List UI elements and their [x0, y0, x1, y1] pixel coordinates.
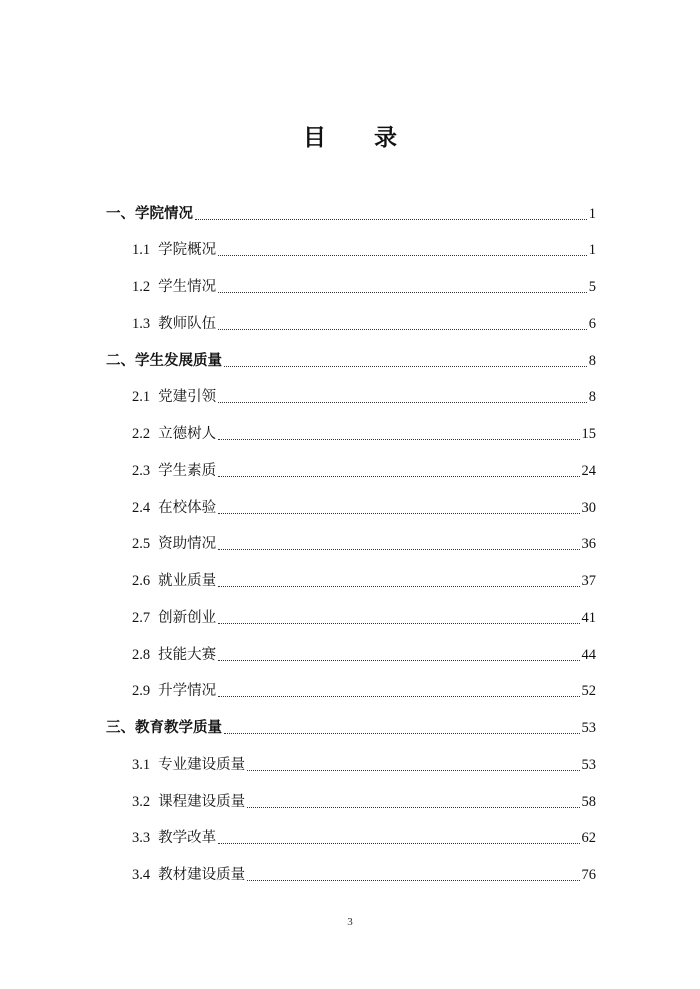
toc-entry-number: 三、	[106, 720, 135, 736]
toc-entry-label: 升学情况	[158, 683, 217, 700]
toc-entry-label: 技能大赛	[158, 646, 217, 663]
toc-dot-leader	[218, 401, 587, 403]
toc-entry-page-number: 62	[581, 830, 596, 847]
toc-entry-number: 2.2	[132, 426, 151, 442]
toc-entry-label: 创新创业	[158, 609, 217, 626]
toc-entry-page-number: 53	[581, 756, 596, 773]
toc-dot-leader	[224, 732, 580, 734]
toc-chapter-entry	[106, 710, 596, 747]
toc-entry-label: 专业建设质量	[158, 756, 246, 773]
toc-chapter-entry	[106, 195, 596, 232]
toc-entry-label: 学生情况	[158, 279, 217, 295]
toc-entry-page-number: 24	[581, 462, 596, 479]
toc-dot-leader	[247, 806, 579, 808]
toc-entry-number: 2.1	[132, 389, 151, 406]
toc-entry-page-number: 58	[581, 793, 596, 810]
toc-dot-leader	[218, 695, 579, 697]
toc-section-entry	[132, 563, 596, 600]
toc-section-entry	[132, 416, 596, 453]
toc-entry-label: 学院情况	[135, 205, 193, 222]
toc-dot-leader	[218, 291, 587, 293]
toc-entry-number: 3.1	[132, 756, 151, 773]
toc-entry-page-number: 36	[581, 536, 596, 553]
toc-entry-number: 2.7	[132, 609, 151, 626]
toc-entry-label: 学生发展质量	[135, 352, 222, 369]
toc-dot-leader	[218, 254, 587, 256]
toc-entry-number: 1.2	[132, 279, 151, 295]
toc-entry-page-number: 1	[588, 242, 596, 259]
toc-section-entry	[132, 673, 596, 710]
toc-dot-leader	[218, 512, 579, 514]
page-number: 3	[347, 916, 353, 928]
toc-dot-leader	[218, 475, 579, 477]
toc-entry-page-number: 5	[588, 279, 596, 295]
toc-entry-page-number: 76	[581, 867, 596, 883]
toc-section-entry	[132, 526, 596, 563]
toc-section-entry	[132, 857, 596, 894]
toc-dot-leader	[195, 218, 587, 220]
toc-entry-page-number: 44	[581, 646, 596, 663]
toc-entry-label: 就业质量	[158, 573, 217, 589]
toc-dot-leader	[218, 548, 579, 550]
toc-entry-label: 课程建设质量	[158, 793, 246, 810]
toc-entry-number: 二、	[106, 352, 135, 369]
toc-dot-leader	[224, 365, 587, 367]
toc-section-entry	[132, 305, 596, 342]
toc-entry-page-number: 52	[581, 683, 596, 700]
toc-entry-page-number: 6	[588, 315, 596, 332]
toc-section-entry	[132, 820, 596, 857]
toc-entry-page-number: 30	[581, 499, 596, 516]
toc-section-entry	[132, 636, 596, 673]
toc-entry-page-number: 8	[588, 352, 596, 369]
toc-entry-label: 党建引领	[158, 389, 217, 406]
toc-section-entry	[132, 269, 596, 306]
toc-dot-leader	[218, 585, 579, 587]
toc-dot-leader	[218, 842, 579, 844]
toc-entry-number: 2.5	[132, 536, 151, 553]
toc-entry-page-number: 1	[588, 205, 596, 222]
toc-section-entry	[132, 232, 596, 269]
toc-entry-number: 一、	[106, 205, 135, 222]
toc-section-entry	[132, 746, 596, 783]
toc-entry-number: 2.6	[132, 573, 151, 589]
toc-dot-leader	[218, 659, 579, 661]
toc-dot-leader	[247, 879, 579, 881]
toc-dot-leader	[218, 622, 579, 624]
toc-entry-number: 1.3	[132, 315, 151, 332]
toc-section-entry	[132, 783, 596, 820]
page-title: 目 录	[302, 125, 417, 151]
toc-entry-label: 教学改革	[158, 830, 217, 847]
toc-entry-page-number: 8	[588, 389, 596, 406]
toc-entry-number: 3.4	[132, 867, 151, 883]
toc-entry-number: 2.3	[132, 462, 151, 479]
toc-dot-leader	[218, 438, 579, 440]
toc-entry-label: 学生素质	[158, 462, 217, 479]
toc-entry-label: 教师队伍	[158, 315, 217, 332]
toc-section-entry	[132, 379, 596, 416]
toc-entry-page-number: 53	[581, 720, 596, 736]
toc-entry-number: 2.8	[132, 646, 151, 663]
toc-entry-label: 教材建设质量	[158, 867, 246, 883]
toc-dot-leader	[218, 328, 587, 330]
toc-entry-number: 1.1	[132, 242, 151, 259]
toc-section-entry	[132, 489, 596, 526]
toc-entry-label: 资助情况	[158, 536, 217, 553]
toc-entry-number: 2.4	[132, 499, 151, 516]
toc-entry-label: 立德树人	[158, 426, 217, 442]
toc-entry-page-number: 15	[581, 426, 596, 442]
toc-entry-number: 3.2	[132, 793, 151, 810]
toc-entry-number: 2.9	[132, 683, 151, 700]
toc-dot-leader	[247, 769, 579, 771]
toc-entry-label: 教育教学质量	[135, 720, 222, 736]
toc-entry-page-number: 37	[581, 573, 596, 589]
toc-entry-number: 3.3	[132, 830, 151, 847]
toc-section-entry	[132, 599, 596, 636]
toc-entry-page-number: 41	[581, 609, 596, 626]
toc-chapter-entry	[106, 342, 596, 379]
toc-section-entry	[132, 452, 596, 489]
toc-entry-label: 学院概况	[158, 242, 217, 259]
toc-entry-label: 在校体验	[158, 499, 217, 516]
